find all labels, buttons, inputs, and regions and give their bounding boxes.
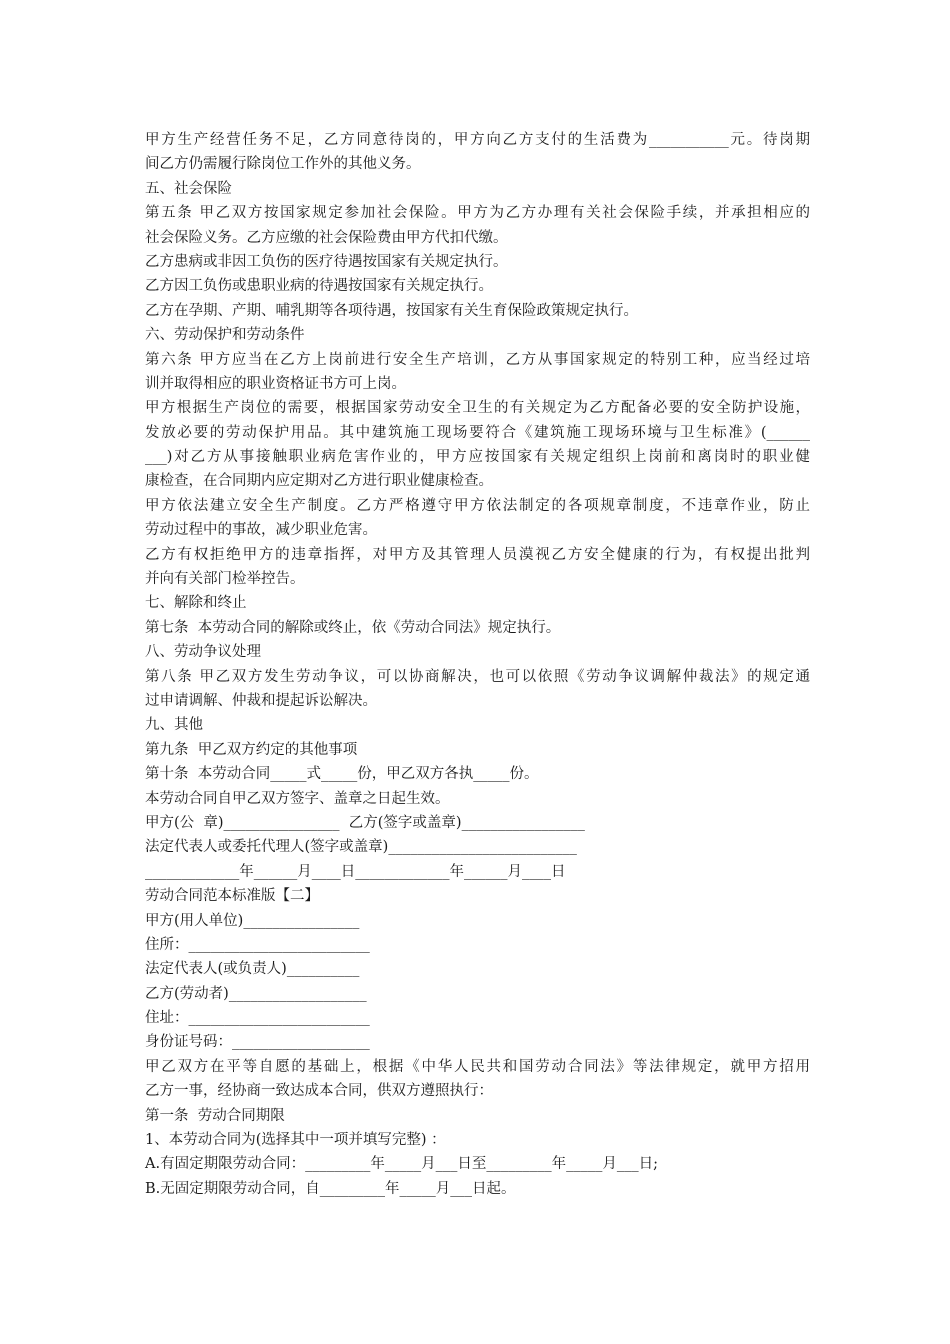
- text-line: 训并取得相应的职业资格证书方可上岗。: [145, 375, 406, 392]
- text-line: 乙方有权拒绝甲方的违章指挥，对甲方及其管理人员漠视乙方安全健康的行为，有权提出批判: [145, 546, 810, 563]
- text-line: 第八条 甲乙双方发生劳动争议，可以协商解决，也可以依照《劳动争议调解仲裁法》的规定通: [145, 668, 810, 685]
- form-field-line: 住所：_________________________: [145, 936, 370, 953]
- section-heading: 五、社会保险: [145, 180, 232, 197]
- text-line: 发放必要的劳动保护用品。其中建筑施工现场要符合《建筑施工现场环境与卫生标准》(______: [145, 424, 810, 441]
- section-heading: 八、劳动争议处理: [145, 644, 261, 661]
- section-heading: 六、劳动保护和劳动条件: [145, 327, 305, 344]
- text-line: 第五条 甲乙双方按国家规定参加社会保险。甲方为乙方办理有关社会保险手续，并承担相应的: [145, 205, 810, 222]
- text-line: 第六条 甲方应当在乙方上岗前进行安全生产培训，乙方从事国家规定的特别工种，应当经过培: [145, 351, 810, 368]
- text-line: 甲乙双方在平等自愿的基础上，根据《中华人民共和国劳动合同法》等法律规定，就甲方招用: [145, 1058, 810, 1075]
- form-field-line: 甲方(用人单位)________________: [145, 912, 360, 929]
- signature-line: 甲方(公 章)________________ 乙方(签字或盖章)_________________: [145, 814, 585, 831]
- form-field-line: 住址：_________________________: [145, 1010, 370, 1027]
- form-field-line: 法定代表人(或负责人)__________: [145, 961, 360, 978]
- text-line: 劳动过程中的事故，减少职业危害。: [145, 522, 377, 539]
- text-line: 康检查，在合同期内应定期对乙方进行职业健康检查。: [145, 473, 493, 490]
- text-line: 甲方根据生产岗位的需要，根据国家劳动安全卫生的有关规定为乙方配备必要的安全防护设施，: [145, 400, 810, 417]
- text-line: 甲方依法建立安全生产制度。乙方严格遵守甲方依法制定的各项规章制度，不违章作业，防止: [145, 497, 810, 514]
- text-line: 社会保险义务。乙方应缴的社会保险费由甲方代扣代缴。: [145, 229, 508, 246]
- text-line: 1、本劳动合同为(选择其中一项并填写完整) ：: [145, 1132, 446, 1149]
- form-field-line: 身份证号码：___________________: [145, 1034, 370, 1051]
- text-line: 本劳动合同自甲乙双方签字、盖章之日起生效。: [145, 790, 450, 807]
- text-line: 乙方因工负伤或患职业病的待遇按国家有关规定执行。: [145, 278, 493, 295]
- text-line: 乙方在孕期、产期、哺乳期等各项待遇，按国家有关生育保险政策规定执行。: [145, 302, 638, 319]
- text-line: 甲方生产经营任务不足，乙方同意待岗的，甲方向乙方支付的生活费为___________元。待岗期: [145, 132, 810, 148]
- text-line: 并向有关部门检举控告。: [145, 571, 305, 588]
- text-line: A.有固定期限劳动合同：_________年_____月___日至_________年_____月___日;: [145, 1156, 658, 1173]
- text-line: B.无固定期限劳动合同，自_________年_____月___日起。: [145, 1180, 516, 1197]
- text-line: 第十条 本劳动合同_____式_____份，甲乙双方各执_____份。: [145, 766, 539, 783]
- text-line: 间乙方仍需履行除岗位工作外的其他义务。: [145, 156, 421, 173]
- text-line: 过申请调解、仲裁和提起诉讼解决。: [145, 692, 377, 709]
- signature-line: 法定代表人或委托代理人(签字或盖章)__________________________: [145, 839, 577, 856]
- section-heading: 第一条 劳动合同期限: [145, 1107, 285, 1124]
- section-heading: 七、解除和终止: [145, 595, 247, 612]
- form-field-line: 乙方(劳动者)___________________: [145, 985, 367, 1002]
- section-heading: 九、其他: [145, 717, 203, 734]
- text-line: 乙方一事，经协商一致达成本合同，供双方遵照执行：: [145, 1083, 493, 1100]
- document-title: 劳动合同范本标准版【二】: [145, 888, 319, 905]
- text-line: 第九条 甲乙双方约定的其他事项: [145, 741, 358, 758]
- date-line: _____________年______月____日_____________年______月____日: [145, 863, 566, 880]
- text-line: 第七条 本劳动合同的解除或终止，依《劳动合同法》规定执行。: [145, 619, 561, 636]
- text-line: 乙方患病或非因工负伤的医疗待遇按国家有关规定执行。: [145, 253, 508, 270]
- text-line: ___)对乙方从事接触职业病危害作业的，甲方应按国家有关规定组织上岗前和离岗时的职业健: [145, 449, 810, 466]
- document-body: [145, 128, 810, 1201]
